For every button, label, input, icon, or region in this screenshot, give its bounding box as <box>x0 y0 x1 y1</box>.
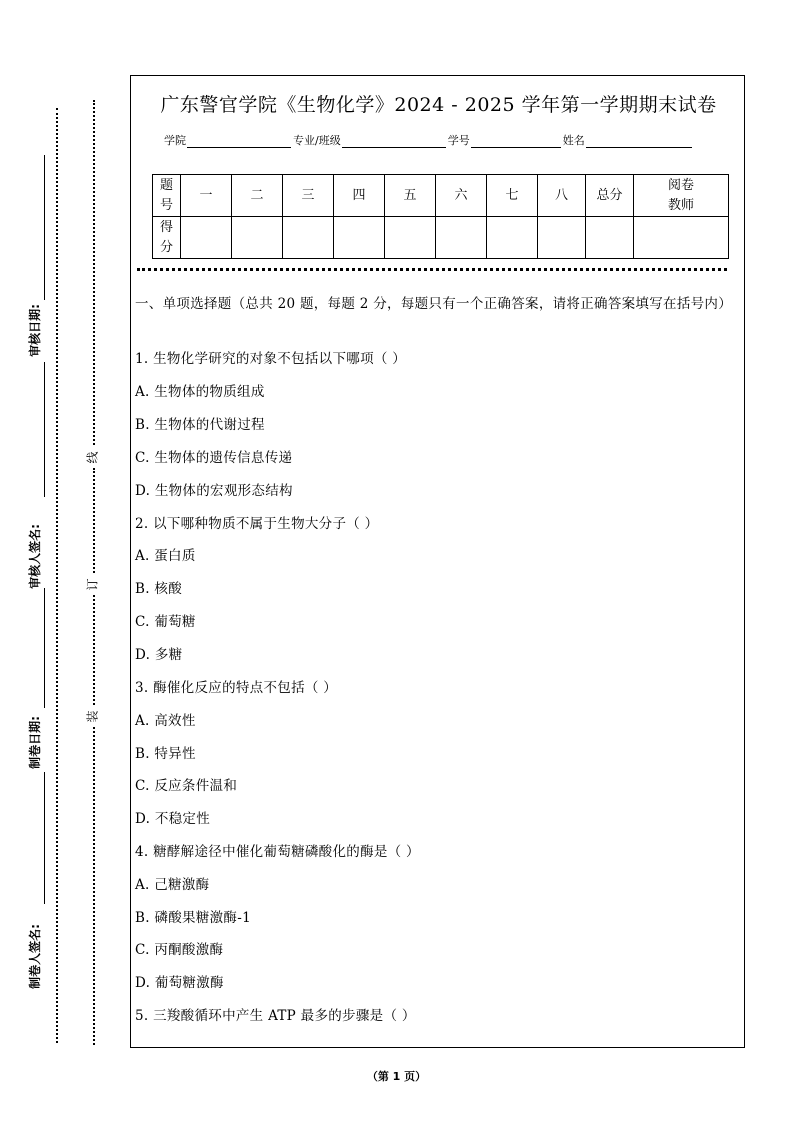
option-line: B. 核酸 <box>135 581 183 597</box>
binding-dotted-line-outer-4 <box>93 727 95 1045</box>
reviewer-signature-label: 审核人签名: <box>27 524 42 589</box>
score-cell-1[interactable] <box>181 217 232 259</box>
score-cell-2[interactable] <box>232 217 283 259</box>
student-id-label: 学号 <box>447 134 470 147</box>
bind-char-order: 订 <box>85 578 100 591</box>
col-4: 四 <box>334 175 385 217</box>
option-line: B. 特异性 <box>135 746 196 762</box>
reviewer-header: 阅卷 教师 <box>634 175 729 217</box>
col-8: 八 <box>538 175 586 217</box>
name-label: 姓名 <box>562 134 585 147</box>
make-date-label: 制卷日期: <box>27 716 42 769</box>
score-cell-5[interactable] <box>385 217 436 259</box>
binding-dotted-line-outer-3 <box>93 595 95 705</box>
option-line: D. 葡萄糖激酶 <box>135 975 224 991</box>
score-cell-7[interactable] <box>487 217 538 259</box>
review-date-line <box>44 155 45 300</box>
review-date-label: 审核日期: <box>27 304 42 357</box>
binding-dotted-line-outer-2 <box>93 468 95 573</box>
score-cell-8[interactable] <box>538 217 586 259</box>
reviewer-signature-line <box>44 362 45 497</box>
section-title: 一、单项选择题（总共 20 题，每题 2 分，每题只有一个正确答案，请将正确答案填写在括号内） <box>135 296 733 312</box>
option-line: B. 磷酸果糖激酶-1 <box>135 910 251 926</box>
option-line: C. 葡萄糖 <box>135 614 196 630</box>
question-line: 1. 生物化学研究的对象不包括以下哪项（ ） <box>135 351 407 367</box>
question-no-header: 题 号 <box>153 175 181 217</box>
score-table <box>152 174 729 259</box>
option-line: D. 多糖 <box>135 647 183 663</box>
page-number: （第 1 页） <box>366 1070 427 1083</box>
question-line: 5. 三羧酸循环中产生 ATP 最多的步骤是（ ） <box>135 1008 416 1024</box>
exam-title: 广东警官学院《生物化学》2024 - 2025 学年第一学期期末试卷 <box>160 94 717 116</box>
question-line: 3. 酶催化反应的特点不包括（ ） <box>135 680 338 696</box>
dotted-separator <box>137 268 727 271</box>
student-info-row <box>164 132 694 148</box>
col-1: 一 <box>181 175 232 217</box>
score-cell-6[interactable] <box>436 217 487 259</box>
col-7: 七 <box>487 175 538 217</box>
college-label: 学院 <box>164 134 186 147</box>
score-cell-reviewer[interactable] <box>634 217 729 259</box>
score-row-header: 得 分 <box>153 217 181 259</box>
col-3: 三 <box>283 175 334 217</box>
option-line: A. 生物体的物质组成 <box>135 384 265 400</box>
option-line: C. 反应条件温和 <box>135 778 238 794</box>
maker-signature-line <box>44 772 45 904</box>
binding-dotted-line-outer <box>93 100 95 445</box>
option-line: A. 己糖激酶 <box>135 877 210 893</box>
option-line: B. 生物体的代谢过程 <box>135 417 265 433</box>
question-line: 4. 糖酵解途径中催化葡萄糖磷酸化的酶是（ ） <box>135 844 420 860</box>
score-cell-total[interactable] <box>586 217 634 259</box>
score-cell-3[interactable] <box>283 217 334 259</box>
college-field[interactable] <box>187 135 291 148</box>
col-2: 二 <box>232 175 283 217</box>
exam-frame <box>130 75 745 1048</box>
make-date-line <box>44 588 45 708</box>
score-cell-4[interactable] <box>334 217 385 259</box>
student-id-field[interactable] <box>471 135 561 148</box>
bind-char-line: 线 <box>85 451 100 464</box>
option-line: A. 蛋白质 <box>135 548 196 564</box>
option-line: C. 丙酮酸激酶 <box>135 942 224 958</box>
option-line: A. 高效性 <box>135 713 196 729</box>
option-line: D. 不稳定性 <box>135 811 211 827</box>
major-class-label: 专业/班级 <box>293 134 341 147</box>
option-line: D. 生物体的宏观形态结构 <box>135 483 293 499</box>
col-6: 六 <box>436 175 487 217</box>
maker-signature-label: 制卷人签名: <box>27 924 42 989</box>
col-5: 五 <box>385 175 436 217</box>
option-line: C. 生物体的遗传信息传递 <box>135 450 293 466</box>
col-total: 总分 <box>586 175 634 217</box>
major-class-field[interactable] <box>342 135 446 148</box>
question-line: 2. 以下哪种物质不属于生物大分子（ ） <box>135 516 379 532</box>
name-field[interactable] <box>586 135 692 148</box>
bind-char-bind: 装 <box>85 710 100 723</box>
binding-dotted-line-inner <box>56 108 58 1043</box>
